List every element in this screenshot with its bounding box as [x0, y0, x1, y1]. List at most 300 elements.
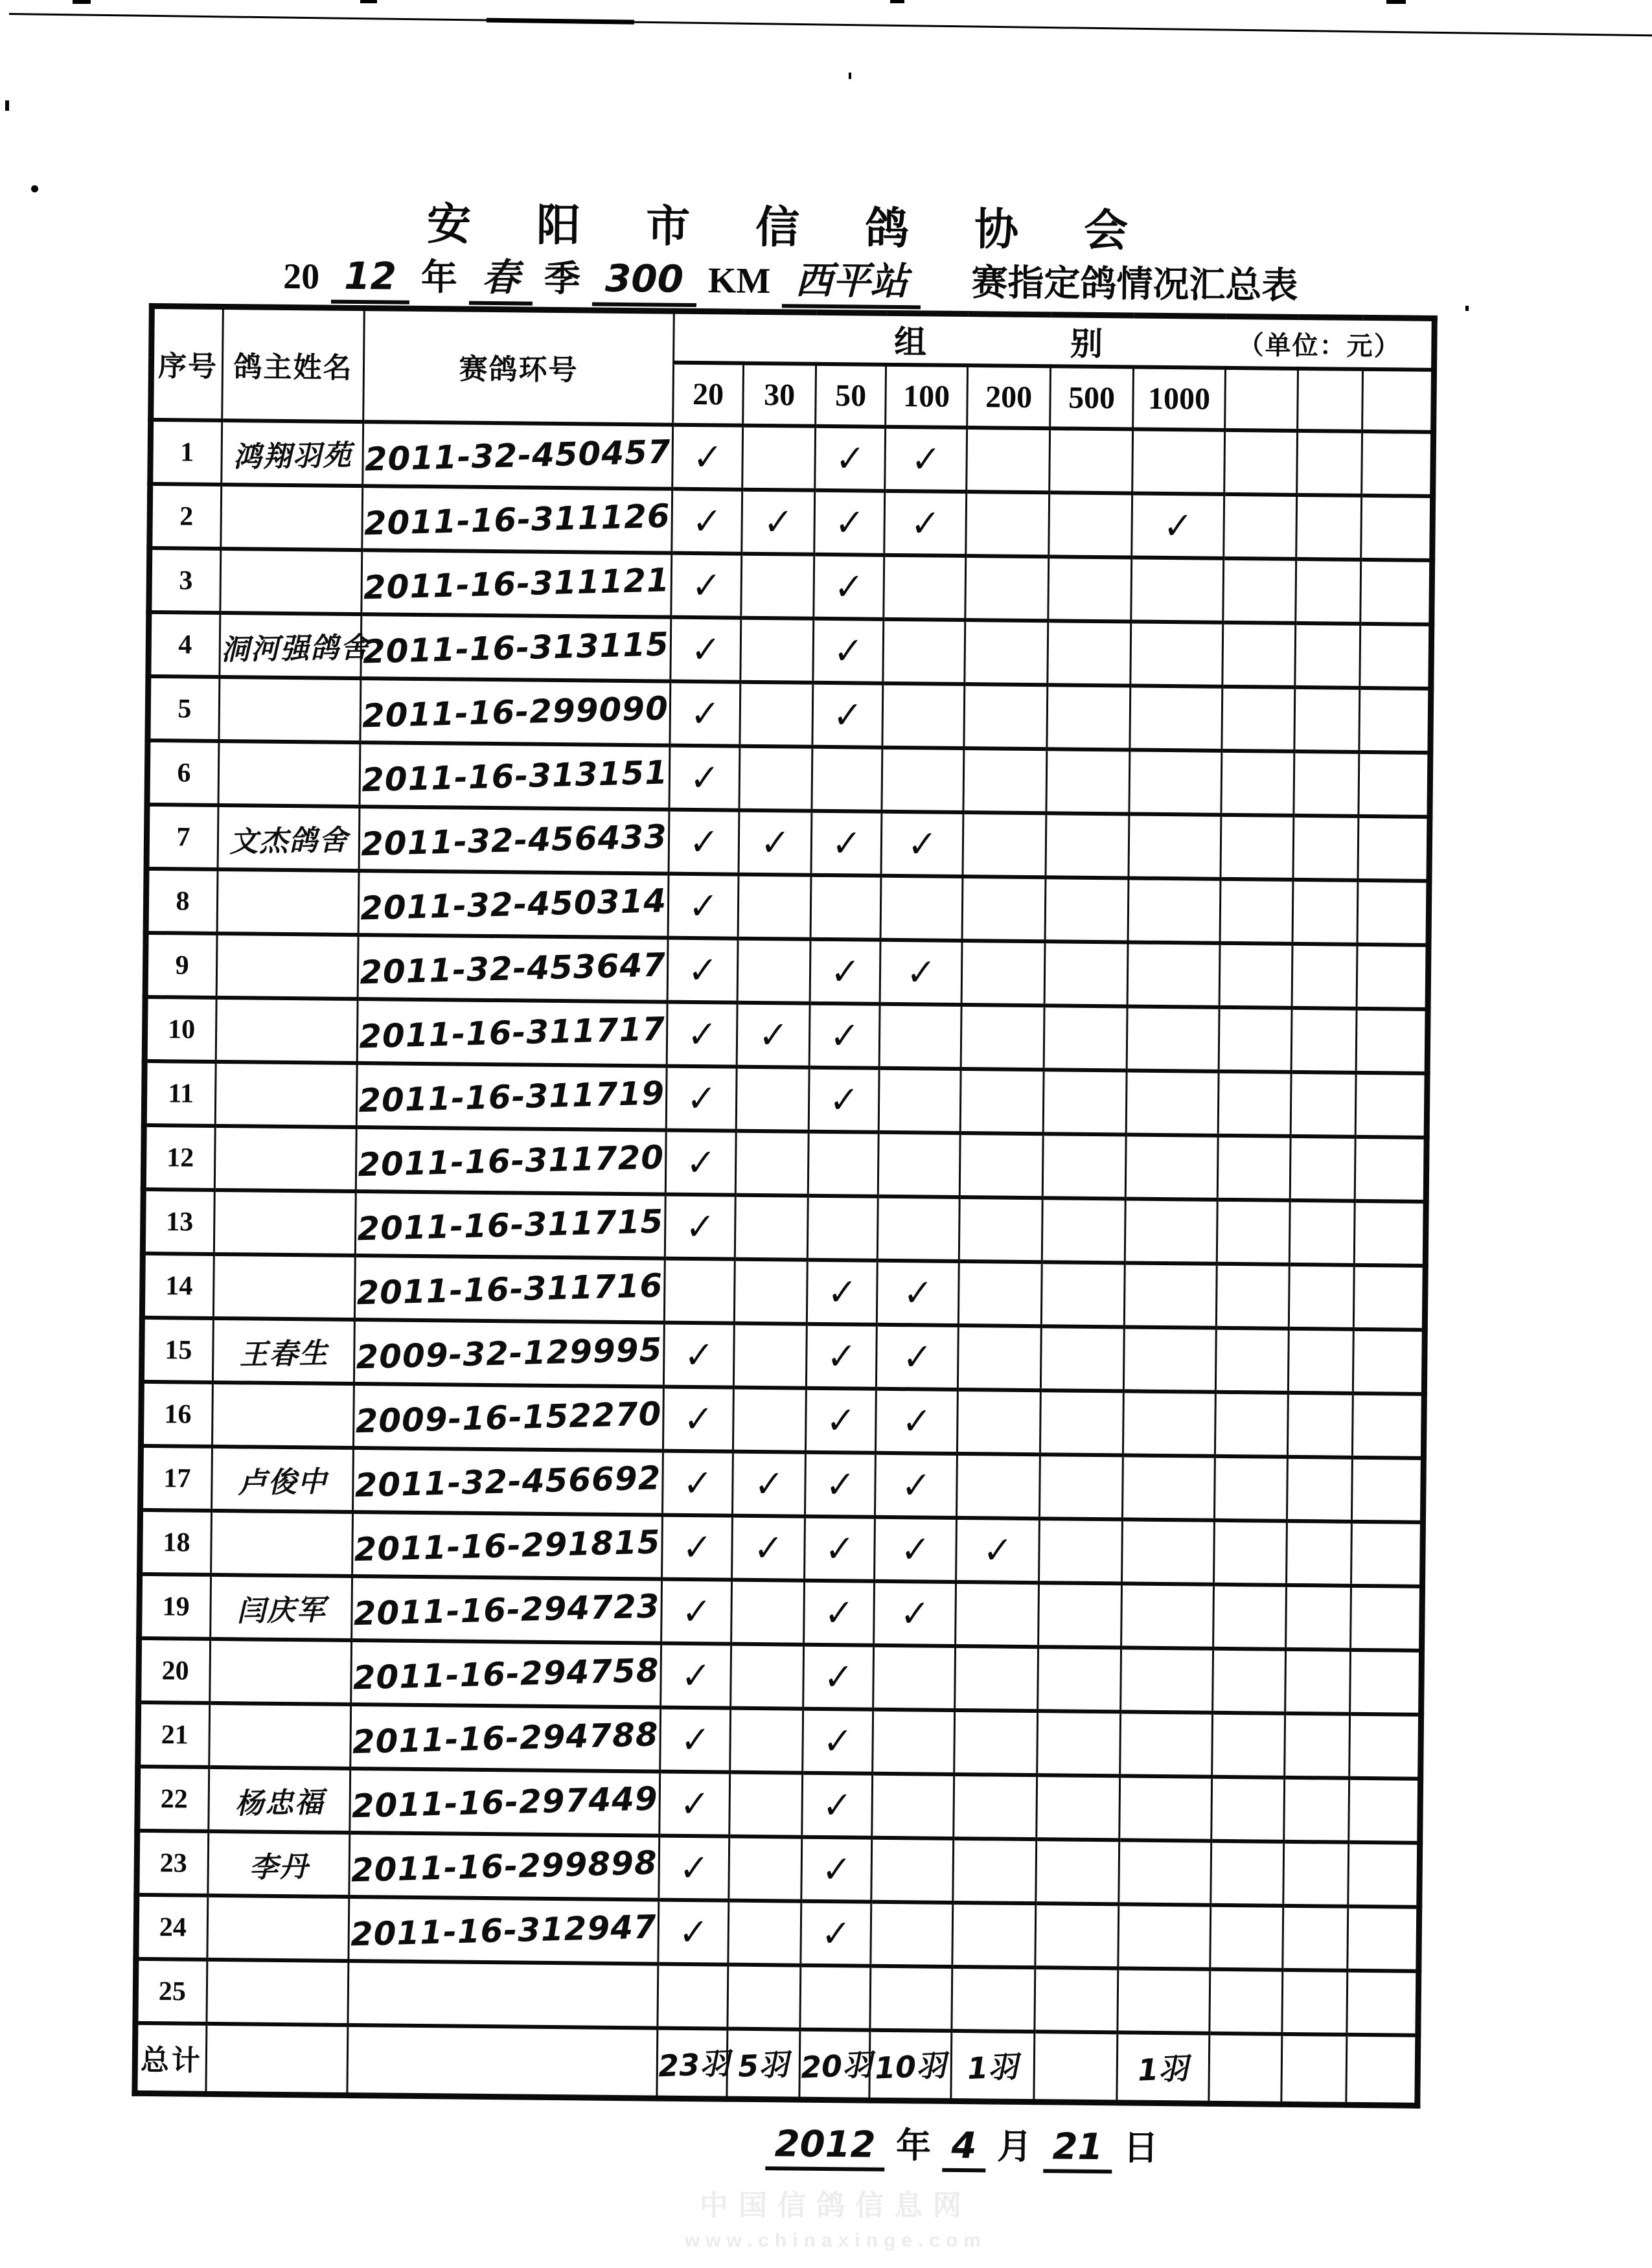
price-col-50: 50	[816, 364, 886, 427]
check-cell-blank	[1349, 1714, 1421, 1779]
total-row	[135, 2023, 1418, 2105]
owner-name-cell	[212, 1382, 354, 1448]
table-row	[144, 997, 1428, 1073]
check-cell-1000	[1131, 557, 1224, 622]
check-cell-30	[733, 1323, 807, 1388]
check-cell-200	[961, 941, 1045, 1005]
ring-number-handwritten: 2011-16-291815	[353, 1522, 661, 1568]
check-cell-500	[1044, 1005, 1127, 1070]
ring-number-cell	[360, 742, 670, 810]
check-mark: ✓	[821, 1783, 853, 1827]
check-cell-30	[738, 875, 811, 939]
price-col-1000: 1000	[1133, 367, 1226, 430]
table-row	[138, 1702, 1421, 1779]
check-cell-30	[731, 1580, 805, 1645]
row-index: 19	[139, 1574, 211, 1639]
scan-artifact-tick	[890, 0, 904, 3]
check-mark: ✓	[759, 820, 791, 865]
check-cell-1000	[1123, 1391, 1215, 1456]
row-index: 23	[137, 1831, 209, 1896]
ring-number-handwritten: 2011-16-294723	[352, 1586, 661, 1632]
check-cell-blank	[1292, 944, 1357, 1009]
check-cell-500	[1043, 1070, 1127, 1134]
check-cell-blank	[1294, 687, 1360, 752]
owner-name-cell	[212, 1318, 354, 1384]
check-cell-500	[1035, 1903, 1119, 1968]
check-cell-blank	[1283, 1842, 1349, 1907]
check-cell-1000	[1122, 1455, 1215, 1520]
check-mark: ✓	[753, 1526, 784, 1570]
row-index: 10	[144, 997, 216, 1062]
table-row	[139, 1574, 1423, 1651]
check-cell-200	[954, 1710, 1038, 1775]
check-cell-500	[1038, 1583, 1122, 1647]
date-month-unit: 月	[996, 2127, 1033, 2167]
check-cell-30	[729, 1837, 802, 1901]
check-cell-30	[732, 1452, 805, 1517]
check-cell-blank	[1352, 1393, 1424, 1458]
check-mark: ✓	[679, 1781, 711, 1826]
check-cell-30	[733, 1388, 806, 1452]
owner-name-cell	[212, 1447, 354, 1512]
ring-number-cell	[352, 1512, 663, 1579]
header-ring-number: 赛鸽环号	[363, 308, 674, 425]
check-cell-50	[807, 1260, 877, 1325]
table-row	[144, 1061, 1427, 1138]
check-mark: ✓	[820, 1911, 852, 1956]
check-cell-200	[965, 620, 1048, 685]
check-mark: ✓	[829, 949, 861, 994]
subtitle-station-handwritten: 西平站	[782, 260, 921, 309]
check-cell-200	[967, 428, 1050, 492]
ring-number-handwritten: 2011-16-312947	[350, 1907, 658, 1953]
header-group-char-left: 组	[893, 323, 927, 361]
check-cell-500	[1042, 1198, 1125, 1263]
check-cell-1000	[1120, 1712, 1213, 1776]
check-cell-blank	[1355, 1073, 1427, 1138]
table-row	[145, 933, 1428, 1009]
header-group-section	[674, 311, 1435, 370]
owner-name-cell	[221, 485, 363, 550]
ring-number-handwritten: 2011-16-313115	[362, 624, 670, 670]
check-cell-blank	[1349, 1778, 1421, 1843]
owner-name-handwritten: 文杰鸽舍	[229, 823, 349, 859]
check-cell-500	[1036, 1839, 1119, 1904]
check-cell-blank	[1351, 1586, 1423, 1651]
check-cell-100	[871, 1902, 953, 1967]
table-row	[135, 1959, 1419, 2035]
owner-name-handwritten: 卢俊中	[237, 1465, 328, 1500]
check-cell-1000	[1121, 1647, 1213, 1712]
check-cell-500	[1039, 1518, 1123, 1583]
check-cell-blank	[1353, 1329, 1425, 1394]
check-cell-20	[668, 874, 739, 939]
check-cell-1000	[1119, 1776, 1212, 1840]
table-row	[139, 1638, 1422, 1715]
check-cell-50	[805, 1517, 875, 1581]
check-cell-200	[962, 876, 1046, 941]
check-cell-30	[731, 1644, 804, 1709]
check-cell-100	[883, 619, 965, 684]
row-index: 18	[140, 1510, 212, 1575]
check-mark: ✓	[901, 1399, 932, 1443]
owner-name-cell	[213, 1254, 355, 1320]
check-cell-20	[669, 746, 740, 810]
check-mark: ✓	[825, 1334, 857, 1379]
check-mark: ✓	[691, 499, 723, 544]
check-mark: ✓	[901, 1463, 932, 1507]
check-cell-500	[1049, 492, 1132, 557]
check-cell-30	[736, 1067, 809, 1132]
table-row	[150, 420, 1434, 496]
check-mark: ✓	[828, 1077, 860, 1122]
ring-number-cell	[358, 871, 669, 938]
ring-number-handwritten: 2011-16-311717	[358, 1009, 666, 1055]
owner-name-handwritten: 闫庆军	[236, 1593, 327, 1628]
check-cell-blank	[1290, 1136, 1355, 1201]
ring-number-handwritten: 2011-16-311121	[363, 560, 671, 606]
row-index: 4	[148, 612, 220, 677]
watermark-site-url: www.chinaxinge.com	[685, 2230, 987, 2251]
check-mark: ✓	[834, 500, 866, 545]
check-mark: ✓	[832, 628, 864, 673]
check-mark: ✓	[691, 563, 722, 608]
check-mark: ✓	[1162, 503, 1194, 548]
check-cell-20	[665, 1195, 735, 1259]
check-cell-blank	[1347, 1971, 1419, 2035]
ring-number-cell	[354, 1255, 665, 1323]
check-cell-100	[884, 555, 966, 620]
check-cell-30	[735, 1131, 809, 1196]
ring-number-cell	[353, 1448, 663, 1515]
check-mark: ✓	[683, 1333, 715, 1377]
ring-number-cell	[362, 486, 672, 553]
check-cell-200	[955, 1646, 1038, 1711]
subtitle-distance-unit: KM	[707, 260, 771, 302]
table-row	[148, 612, 1432, 689]
ring-number-cell	[361, 550, 672, 617]
check-cell-1000	[1125, 1198, 1217, 1263]
check-cell-100	[882, 683, 965, 748]
header-owner-name: 鸽主姓名	[222, 307, 365, 422]
check-cell-100	[873, 1645, 956, 1710]
check-mark: ✓	[682, 1525, 713, 1570]
check-cell-50	[802, 1773, 873, 1838]
check-cell-50	[812, 747, 882, 812]
ring-number-handwritten: 2011-16-294788	[352, 1715, 660, 1761]
check-cell-20	[670, 682, 740, 746]
date-year-unit: 年	[895, 2126, 932, 2166]
row-index: 8	[146, 869, 218, 934]
check-cell-100	[880, 940, 962, 1005]
check-cell-200	[963, 812, 1046, 877]
check-cell-blank	[1351, 1522, 1423, 1586]
owner-name-cell	[209, 1703, 351, 1769]
check-mark: ✓	[681, 1589, 713, 1634]
subtitle-season-handwritten: 春	[469, 257, 533, 306]
ring-number-handwritten: 2011-16-294758	[352, 1651, 660, 1697]
check-cell-30	[739, 746, 812, 811]
ring-number-handwritten: 2011-16-297449	[351, 1779, 659, 1825]
owner-name-cell	[210, 1639, 352, 1704]
check-cell-blank	[1296, 559, 1361, 624]
check-cell-20	[667, 1002, 737, 1067]
check-cell-20	[658, 1900, 729, 1965]
check-cell-blank	[1292, 880, 1358, 945]
check-cell-20	[672, 489, 742, 554]
total-label: 总计	[135, 2023, 207, 2094]
check-cell-blank	[1354, 1201, 1426, 1266]
check-mark: ✓	[832, 693, 864, 737]
check-mark: ✓	[687, 948, 718, 992]
check-cell-200	[957, 1390, 1040, 1454]
check-cell-100	[870, 1966, 952, 2031]
check-cell-blank	[1291, 1008, 1357, 1073]
row-index: 11	[144, 1061, 216, 1126]
check-cell-200	[956, 1454, 1040, 1518]
check-cell-500	[1045, 877, 1129, 942]
price-col-20: 20	[673, 363, 744, 426]
check-cell-500	[1048, 556, 1132, 621]
check-cell-blank	[1220, 879, 1293, 944]
check-cell-blank	[1210, 1969, 1283, 2034]
check-cell-50	[801, 1901, 871, 1966]
owner-name-cell	[216, 998, 358, 1063]
check-cell-1000	[1130, 685, 1222, 750]
check-cell-30	[740, 682, 813, 747]
check-cell-100	[884, 491, 967, 556]
check-cell-500	[1050, 428, 1133, 493]
total-value-handwritten: 1羽	[967, 2049, 1019, 2087]
check-cell-blank	[1222, 687, 1295, 751]
check-cell-1000	[1132, 493, 1224, 558]
check-cell-500	[1041, 1262, 1125, 1327]
ring-number-handwritten: 2011-32-456692	[354, 1458, 662, 1504]
table-row	[137, 1767, 1421, 1843]
price-col-blank	[1298, 369, 1363, 431]
check-cell-blank	[1287, 1457, 1352, 1522]
row-index: 16	[141, 1382, 212, 1447]
check-cell-50	[808, 1132, 878, 1197]
check-cell-blank	[1219, 943, 1292, 1008]
check-cell-200	[954, 1774, 1037, 1839]
total-value-handwritten: 5羽	[737, 2046, 790, 2085]
check-mark: ✓	[831, 821, 862, 865]
row-index: 20	[139, 1638, 211, 1703]
date-day-unit: 日	[1123, 2128, 1159, 2168]
check-cell-blank	[1289, 1265, 1354, 1329]
check-cell-50	[815, 426, 886, 491]
check-cell-20	[669, 810, 739, 875]
check-cell-blank	[1282, 1970, 1348, 2035]
check-cell-20	[666, 1066, 737, 1131]
check-cell-20	[663, 1323, 734, 1388]
total-cell-30	[727, 2029, 800, 2100]
check-cell-100	[872, 1774, 954, 1838]
check-cell-50	[806, 1324, 877, 1389]
ring-number-handwritten: 2011-32-450457	[364, 432, 672, 478]
check-mark: ✓	[900, 1527, 931, 1572]
date-month-handwritten: 4	[942, 2125, 986, 2173]
check-cell-blank	[1222, 623, 1296, 687]
check-cell-blank	[1360, 624, 1432, 689]
check-cell-blank	[1360, 560, 1432, 624]
check-cell-blank	[1283, 1906, 1348, 1971]
check-cell-20	[663, 1451, 733, 1516]
check-cell-200	[956, 1518, 1040, 1583]
check-cell-blank	[1286, 1585, 1351, 1650]
check-mark: ✓	[829, 1013, 860, 1058]
check-mark: ✓	[686, 1012, 718, 1057]
check-cell-blank	[1348, 1842, 1420, 1907]
subtitle-distance-handwritten: 300	[592, 258, 697, 306]
check-cell-100	[879, 1004, 961, 1069]
table-row	[137, 1831, 1420, 1907]
check-cell-50	[807, 1196, 878, 1261]
header-group-char-right: 别	[1070, 325, 1103, 363]
check-mark: ✓	[763, 499, 794, 544]
check-cell-blank	[1223, 558, 1296, 623]
check-cell-100	[873, 1710, 955, 1774]
table-row	[136, 1895, 1419, 1971]
check-cell-30	[735, 1195, 808, 1260]
check-cell-20	[663, 1387, 733, 1452]
check-cell-blank	[1285, 1649, 1351, 1714]
check-cell-blank	[1216, 1264, 1289, 1329]
check-cell-blank	[1219, 1007, 1292, 1072]
subtitle-year-unit: 年	[420, 257, 458, 299]
check-cell-200	[965, 556, 1049, 621]
check-cell-blank	[1362, 431, 1434, 496]
total-cell-100	[869, 2030, 952, 2101]
check-cell-500	[1040, 1326, 1124, 1391]
check-cell-blank	[1295, 623, 1360, 688]
check-cell-100	[877, 1197, 959, 1261]
check-cell-1000	[1132, 429, 1225, 494]
check-cell-20	[672, 425, 743, 490]
owner-name-cell	[220, 613, 371, 678]
ring-number-cell	[350, 1769, 660, 1836]
row-index: 2	[150, 484, 222, 549]
check-mark: ✓	[690, 627, 722, 672]
check-mark: ✓	[906, 821, 938, 866]
check-mark: ✓	[680, 1653, 712, 1698]
check-cell-50	[814, 490, 885, 555]
check-cell-200	[953, 1838, 1037, 1903]
check-cell-blank	[1221, 751, 1294, 816]
total-cell-1000	[1117, 2032, 1210, 2103]
total-cell-500	[1034, 2032, 1118, 2102]
check-cell-blank	[1221, 815, 1294, 880]
subtitle-season-unit: 季	[544, 258, 581, 300]
total-value-handwritten: 23羽	[657, 2046, 731, 2084]
check-cell-blank	[1297, 431, 1362, 496]
check-cell-blank	[1224, 430, 1298, 495]
ring-number-cell	[351, 1640, 661, 1708]
check-cell-50	[813, 619, 884, 683]
row-index: 24	[136, 1895, 208, 1960]
owner-name-cell	[214, 1126, 356, 1191]
ring-number-handwritten: 2009-16-152270	[354, 1394, 663, 1440]
owner-name-cell	[219, 677, 361, 742]
ring-number-handwritten: 2011-32-456433	[360, 817, 668, 863]
check-cell-30	[730, 1708, 803, 1773]
check-mark: ✓	[824, 1526, 855, 1571]
check-cell-1000	[1126, 1070, 1219, 1135]
ring-number-handwritten: 2011-16-311126	[363, 496, 671, 542]
check-cell-100	[875, 1517, 957, 1582]
check-cell-blank	[1358, 816, 1430, 881]
owner-name-cell	[220, 549, 362, 614]
check-mark: ✓	[682, 1397, 714, 1441]
table-row	[146, 869, 1429, 945]
table-row	[140, 1510, 1423, 1586]
ring-number-cell	[354, 1320, 664, 1387]
owner-name-cell	[209, 1767, 350, 1833]
total-cell-20	[657, 2028, 731, 2099]
owner-name-cell	[215, 1062, 357, 1127]
owner-name-cell	[216, 934, 358, 999]
check-cell-200	[966, 492, 1050, 556]
check-cell-500	[1035, 1967, 1118, 2032]
check-cell-blank	[1348, 1907, 1419, 1971]
check-cell-100	[871, 1838, 954, 1903]
owner-name-handwritten: 王春生	[238, 1336, 329, 1371]
check-cell-1000	[1121, 1583, 1214, 1648]
check-cell-blank	[1351, 1458, 1423, 1522]
check-cell-30	[739, 810, 812, 875]
check-mark: ✓	[682, 1461, 713, 1506]
owner-name-cell	[222, 420, 363, 486]
check-cell-30	[737, 939, 810, 1003]
check-cell-500	[1044, 941, 1128, 1006]
ring-number-cell	[352, 1576, 662, 1644]
check-mark: ✓	[825, 1398, 856, 1443]
check-mark: ✓	[823, 1590, 855, 1635]
check-cell-50	[811, 811, 882, 876]
check-cell-1000	[1122, 1519, 1215, 1584]
table-row	[146, 805, 1430, 881]
check-mark: ✓	[757, 1013, 789, 1057]
check-cell-20	[667, 938, 738, 1003]
check-cell-blank	[1211, 1841, 1284, 1906]
check-cell-500	[1047, 685, 1130, 750]
check-cell-50	[810, 939, 880, 1004]
subtitle-suffix: 赛指定鸽情况汇总表	[971, 263, 1298, 306]
check-mark: ✓	[685, 1140, 717, 1185]
table-row	[141, 1382, 1424, 1458]
check-cell-30	[740, 618, 814, 683]
check-cell-50	[801, 1837, 872, 1902]
owner-name-cell	[208, 1831, 350, 1897]
check-mark: ✓	[826, 1270, 858, 1314]
check-cell-blank	[1214, 1520, 1287, 1585]
check-mark: ✓	[905, 950, 937, 994]
row-index: 12	[143, 1125, 215, 1190]
check-cell-1000	[1127, 1006, 1219, 1071]
check-mark: ✓	[910, 437, 942, 481]
check-cell-50	[809, 1003, 880, 1068]
check-mark: ✓	[825, 1462, 856, 1507]
check-mark: ✓	[901, 1334, 933, 1379]
table-row	[149, 548, 1432, 624]
ring-number-cell	[349, 1897, 659, 1964]
check-cell-blank	[1291, 1072, 1356, 1137]
check-cell-200	[958, 1261, 1042, 1326]
ring-number-handwritten: 2011-16-311719	[358, 1073, 665, 1119]
owner-name-handwritten: 洞河强鸽舍	[220, 630, 371, 667]
row-index: 25	[135, 1959, 207, 2024]
